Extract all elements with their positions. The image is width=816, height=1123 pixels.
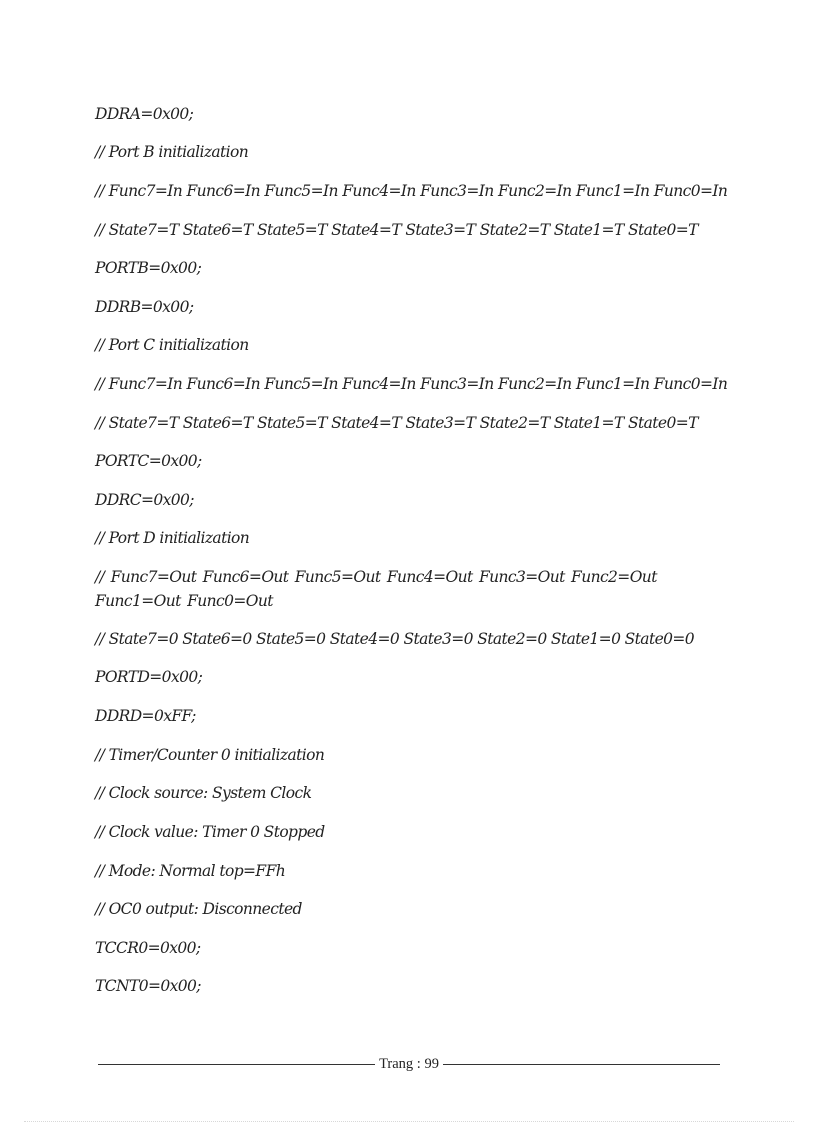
code-comment: // Timer/Counter 0 initialization [95, 746, 325, 764]
code-line: DDRB=0x00; [95, 298, 194, 316]
code-line: PORTB=0x00; [95, 259, 202, 277]
code-comment: // Port D initialization [95, 529, 250, 547]
code-line: DDRA=0x00; [95, 105, 194, 123]
code-comment: // State7=T State6=T State5=T State4=T State3=T State2=T State1=T State0=T [95, 221, 698, 239]
code-line: DDRC=0x00; [95, 491, 194, 509]
code-line: DDRD=0xFF; [95, 707, 196, 725]
footer-rule-right [443, 1064, 720, 1065]
code-comment: // Port B initialization [95, 143, 249, 161]
code-line: PORTC=0x00; [95, 452, 202, 470]
code-comment: // Clock source: System Clock [95, 784, 312, 802]
footer-rule-left [98, 1064, 375, 1065]
code-line: TCCR0=0x00; [95, 939, 201, 957]
code-comment: // OC0 output: Disconnected [95, 900, 302, 918]
code-line: PORTD=0x00; [95, 668, 203, 686]
page-footer [98, 1052, 720, 1076]
code-comment: // State7=T State6=T State5=T State4=T State3=T State2=T State1=T State0=T [95, 414, 698, 432]
code-comment: // Func7=Out Func6=Out Func5=Out Func4=Out Func3=Out Func2=Out Func1=Out Func0=Out [95, 568, 657, 610]
code-comment: // Func7=In Func6=In Func5=In Func4=In Func3=In Func2=In Func1=In Func0=In [95, 182, 728, 200]
code-comment: // Port C initialization [95, 336, 249, 354]
code-comment: // Clock value: Timer 0 Stopped [95, 823, 325, 841]
code-comment: // State7=0 State6=0 State5=0 State4=0 State3=0 State2=0 State1=0 State0=0 [95, 630, 695, 648]
code-comment: // Func7=In Func6=In Func5=In Func4=In Func3=In Func2=In Func1=In Func0=In [95, 375, 728, 393]
page-bottom-divider [24, 1121, 794, 1122]
code-line: TCNT0=0x00; [95, 977, 201, 995]
code-comment: // Mode: Normal top=FFh [95, 862, 286, 880]
page-number: Trang : 99 [379, 1055, 439, 1072]
